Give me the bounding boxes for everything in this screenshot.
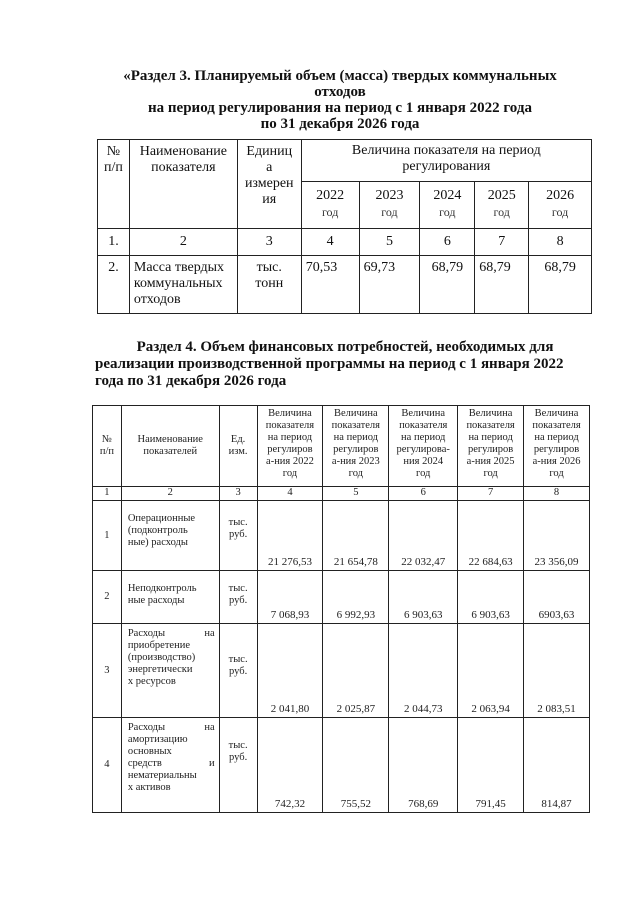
value-2026: 2 083,51 [524,624,590,718]
row-unit [219,718,257,813]
row-unit [219,624,257,718]
header-text: ия [262,192,277,207]
row-unit-line: руб. [229,595,248,606]
index-cell: 1 [93,487,122,501]
section-4-title [95,339,595,390]
header-text: год [549,468,564,479]
header-text: Величина [333,408,378,419]
header-text: регулиров [533,444,580,455]
row-num: 2 [93,571,122,624]
row-name-line: энергетически [127,664,193,675]
index-cell: 2 [121,487,219,501]
index-cell: 3 [237,229,301,256]
value-2023: 69,73 [359,256,420,314]
row-name-line: х активов [127,782,171,793]
waste-volume-table [97,139,592,314]
value-2025: 6 903,63 [458,571,524,624]
row-name-line: (подконтроль [127,525,188,536]
row-num: 4 [93,718,122,813]
title-line: по 31 декабря 2026 года [260,116,420,132]
header-name [121,406,219,487]
header-text: Величина [468,408,513,419]
value-2024: 2 044,73 [389,624,458,718]
row-name-line: ные) расходы [127,537,188,548]
table-row [98,256,592,314]
header-text: а-ния 2025 [466,456,515,467]
header-year-2026 [524,406,590,487]
header-text: на период [468,432,513,443]
header-text: регулиров [467,444,514,455]
header-text: Наименование [139,144,227,159]
header-text: регулирова- [396,444,450,455]
row-unit-line: тыс. [228,654,248,665]
header-year-2023 [359,182,420,229]
header-text: а-ния 2026 [532,456,581,467]
header-text: изм. [228,446,248,457]
row-num: 3 [93,624,122,718]
header-text: Ед. [230,434,246,445]
value-2024: 68,79 [420,256,475,314]
row-name-line: Неподконтроль [127,583,197,594]
header-num [93,406,122,487]
header-year-2024 [389,406,458,487]
header-period [301,140,591,182]
index-row [98,229,592,256]
header-text: показателей [143,446,198,457]
header-text: п/п [99,446,114,457]
header-text: показателя [331,420,380,431]
index-cell: 7 [475,229,529,256]
header-text: ния 2024 [403,456,444,467]
row-name-line: отходов [133,292,181,307]
row-name-line: средств и [127,758,215,769]
value-2023: 755,52 [323,718,389,813]
row-name-line: Масса твердых [133,260,225,275]
header-year-2024 [420,182,475,229]
row-name-line: коммунальных [133,276,223,291]
header-text: измерен [244,176,294,191]
index-cell: 4 [301,229,359,256]
header-text: Величина [268,408,312,419]
table-row [93,718,590,813]
row-unit-line: тонн [255,276,284,291]
row-unit-line: тыс. [228,583,248,594]
value-2025: 2 063,94 [458,624,524,718]
header-text: показателя [265,420,315,431]
section-3-title [100,68,580,132]
index-cell: 2 [129,229,237,256]
header-num [98,140,130,229]
row-num: 1 [93,501,122,571]
header-unit [219,406,257,487]
table-row [93,571,590,624]
value-2022: 742,32 [257,718,323,813]
index-cell: 6 [389,487,458,501]
header-text: а [266,160,273,175]
header-text: год [348,468,364,479]
row-name [121,718,219,813]
header-text: регулиров [333,444,379,455]
index-cell: 3 [219,487,257,501]
value-2026: 23 356,09 [524,501,590,571]
header-text: на период [401,432,446,443]
row-name-line: амортизацию [127,734,188,745]
row-name [121,501,219,571]
header-text: Единиц [246,144,293,159]
title-line: на период регулирования на период с 1 января 2022 года [148,100,532,116]
index-cell: 5 [323,487,389,501]
year: 2024 [433,188,462,203]
row-unit-line: руб. [229,529,248,540]
row-unit [219,501,257,571]
year: 2023 [375,188,404,203]
header-text: показателя [151,160,216,175]
value-2024: 22 032,47 [389,501,458,571]
index-cell: 5 [359,229,420,256]
title-line: реализации производственной программы на период с 1 января 2022 [95,356,564,372]
table-row [93,501,590,571]
row-name [129,256,237,314]
row-name-line: х ресурсов [127,676,176,687]
row-name [121,624,219,718]
value-2022: 70,53 [301,256,359,314]
header-text: № [106,144,121,159]
row-name-line: ные расходы [127,595,185,606]
header-text: регулиров [267,444,313,455]
year-suffix: год [321,205,339,219]
value-2022: 2 041,80 [257,624,323,718]
header-text: № [101,434,112,445]
value-2022: 21 276,53 [257,501,323,571]
header-text: год [483,468,498,479]
header-text: показателя [399,420,448,431]
row-unit-line: руб. [229,752,248,763]
header-text: на период [267,432,313,443]
year-suffix: год [551,205,569,219]
value-2025: 22 684,63 [458,501,524,571]
header-name [129,140,237,229]
value-2025: 68,79 [475,256,529,314]
row-name [121,571,219,624]
value-2023: 2 025,87 [323,624,389,718]
row-unit-line: тыс. [256,260,282,275]
value-2026: 68,79 [529,256,592,314]
index-cell: 8 [524,487,590,501]
header-text: Наименование [137,434,203,445]
year-suffix: год [439,205,456,219]
header-text: показателя [466,420,515,431]
header-year-2023 [323,406,389,487]
index-cell: 4 [257,487,323,501]
header-text: на период [333,432,379,443]
year-suffix: год [381,205,398,219]
row-name-line: (производство) [127,652,196,663]
header-text: на период [534,432,579,443]
header-text: а-ния 2022 [266,456,314,467]
header-year-2022 [257,406,323,487]
header-text: Величина показателя на период [351,143,541,158]
header-text: Величина [534,408,579,419]
financial-needs-table [92,405,590,813]
row-name-line: приобретение [127,640,190,651]
header-unit [237,140,301,229]
year: 2026 [546,188,575,203]
row-unit-line: руб. [229,666,248,677]
row-name-line: Операционные [127,513,196,524]
row-num: 2. [98,256,130,314]
header-text: показателя [532,420,581,431]
header-text: регулирования [402,159,491,174]
value-2023: 6 992,93 [323,571,389,624]
index-row [93,487,590,501]
header-text: Величина [401,408,446,419]
row-name-line: Расходы на [127,722,215,733]
index-cell: 1. [98,229,130,256]
header-text: год [416,468,431,479]
value-2025: 791,45 [458,718,524,813]
row-name-line: нематериальны [127,770,197,781]
year-suffix: год [493,205,510,219]
header-year-2022 [301,182,359,229]
year: 2025 [487,188,516,203]
index-cell: 6 [420,229,475,256]
value-2022: 7 068,93 [257,571,323,624]
year: 2022 [316,188,345,203]
table-row [93,624,590,718]
title-line: года по 31 декабря 2026 года [95,373,287,389]
header-year-2025 [475,182,529,229]
row-unit [219,571,257,624]
index-cell: 8 [529,229,592,256]
value-2024: 6 903,63 [389,571,458,624]
row-unit-line: тыс. [228,517,248,528]
value-2026: 6903,63 [524,571,590,624]
title-line: «Раздел 3. Планируемый объем (масса) твердых коммунальных [123,68,557,84]
row-unit [237,256,301,314]
header-year-2026 [529,182,592,229]
header-text: п/п [104,160,123,175]
row-name-line: основных [127,746,172,757]
value-2026: 814,87 [524,718,590,813]
title-line: Раздел 4. Объем финансовых потребностей, необходимых для [136,339,554,355]
header-year-2025 [458,406,524,487]
value-2024: 768,69 [389,718,458,813]
row-unit-line: тыс. [228,740,248,751]
header-text: а-ния 2023 [331,456,380,467]
row-name-line: Расходы на [127,628,215,639]
index-cell: 7 [458,487,524,501]
header-text: год [282,468,298,479]
value-2023: 21 654,78 [323,501,389,571]
title-line: отходов [314,84,366,100]
